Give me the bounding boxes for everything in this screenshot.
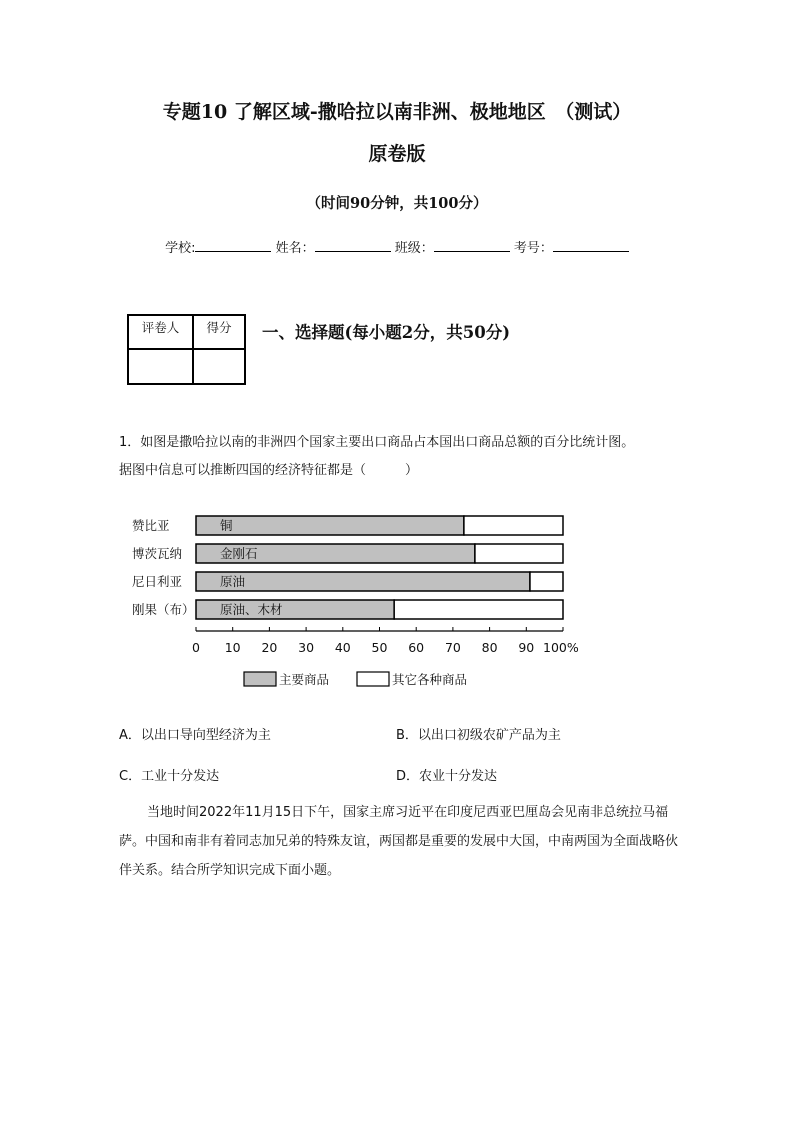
x-tick-label: 60: [408, 640, 425, 655]
bar-main-goods: [196, 516, 464, 535]
x-tick-label: 70: [444, 640, 461, 655]
score-cell: [193, 349, 245, 384]
school-label: 学校:: [165, 241, 196, 256]
x-tick-label: 30: [298, 640, 315, 655]
category-label: 尼日利亚: [132, 574, 183, 589]
category-label: 刚果（布）: [132, 602, 195, 617]
question-1-stem-line1: 1．如图是撒哈拉以南的非洲四个国家主要出口商品占本国出口商品总额的百分比统计图。: [119, 435, 635, 450]
doc-title-version: 原卷版: [368, 143, 426, 165]
option-c[interactable]: C．工业十分发达: [119, 769, 220, 784]
x-tick-label: 40: [334, 640, 351, 655]
x-tick-label: 100%: [543, 640, 579, 655]
grader-cell: [128, 349, 193, 384]
exam-no-blank: [553, 239, 629, 252]
bar-label: 铜: [220, 518, 233, 533]
grader-header: 评卷人: [128, 315, 193, 349]
legend-label: 其它各种商品: [392, 672, 468, 687]
x-tick-label: 90: [518, 640, 535, 655]
student-info-line: [0, 237, 794, 256]
section-title: 一、选择题(每小题2分，共50分): [262, 323, 511, 342]
bar-label: 原油: [220, 574, 246, 589]
bar-other-goods: [394, 600, 563, 619]
question-1-stem-line2: 据图中信息可以推断四国的经济特征都是（ ）: [119, 463, 419, 478]
score-header: 得分: [193, 315, 245, 349]
option-a[interactable]: A．以出口导向型经济为主: [119, 728, 271, 743]
bar-label: 金刚石: [220, 546, 258, 561]
school-blank: [195, 239, 271, 252]
class-blank: [434, 239, 510, 252]
bar-other-goods: [464, 516, 563, 535]
bar-main-goods: [196, 572, 530, 591]
doc-title: 专题10 了解区域-撒哈拉以南非洲、极地地区 （测试）: [162, 101, 632, 123]
time-limit: （时间90分钟，共100分）: [306, 195, 488, 212]
bar-label: 原油、木材: [220, 602, 283, 617]
legend-swatch-main: [244, 672, 276, 686]
name-blank: [315, 239, 391, 252]
x-tick-label: 50: [371, 640, 388, 655]
x-tick-label: 0: [192, 640, 200, 655]
option-b[interactable]: B．以出口初级农矿产品为主: [396, 728, 561, 743]
x-tick-label: 80: [481, 640, 498, 655]
legend-swatch-other: [357, 672, 389, 686]
category-label: 博茨瓦纳: [132, 546, 183, 561]
export-share-chart: [120, 505, 600, 695]
legend-label: 主要商品: [279, 672, 330, 687]
passage-text: 当地时间2022年11月15日下午，国家主席习近平在印度尼西亚巴厘岛会见南非总统拉马福萨。中国和南非有着同志加兄弟的特殊友谊，两国都是重要的发展中大国，中南两国为全面战略伙伴关系。结合所学知识完成下面小题。: [119, 805, 679, 878]
exam-no-label: 考号：: [513, 241, 553, 256]
class-label: 班级：: [394, 241, 434, 256]
bar-other-goods: [475, 544, 563, 563]
option-d[interactable]: D．农业十分发达: [396, 769, 498, 784]
name-label: 姓名：: [275, 241, 315, 256]
bar-other-goods: [530, 572, 563, 591]
x-tick-label: 20: [261, 640, 278, 655]
score-table: [127, 314, 246, 385]
x-tick-label: 10: [224, 640, 241, 655]
category-label: 赞比亚: [132, 518, 170, 533]
